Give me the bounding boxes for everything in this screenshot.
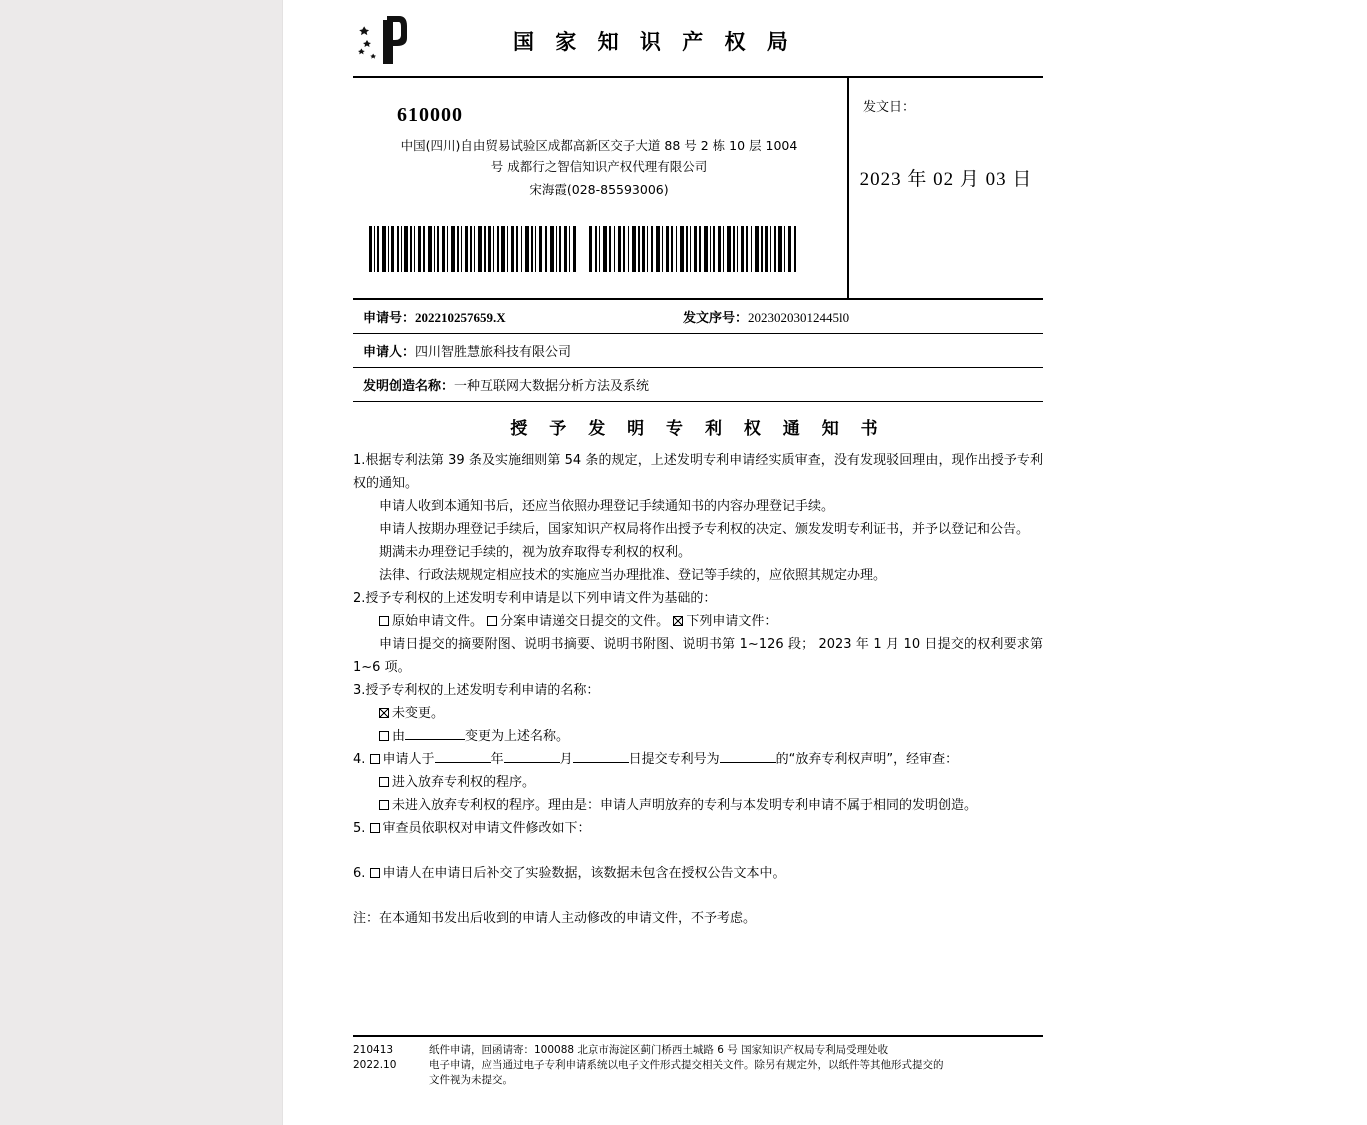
row-application-no	[353, 300, 1043, 334]
item4-text-b: 年	[490, 752, 504, 767]
item4-option-1-label: 进入放弃专利权的程序。	[392, 775, 536, 790]
checkbox-name-unchanged[interactable]	[379, 708, 389, 718]
paragraph-5	[353, 817, 1043, 840]
barcode-area	[361, 226, 831, 272]
document-note: 注：在本通知书发出后收到的申请人主动修改的申请文件，不予考虑。	[353, 911, 757, 926]
row-invention-title	[353, 368, 1043, 402]
invention-label: 发明创造名称：	[363, 379, 455, 394]
item4-text-c: 月	[559, 752, 573, 767]
application-no-label: 申请号：	[363, 311, 416, 326]
item6-number: 6.	[353, 866, 366, 881]
paragraph-1-2: 申请人收到本通知书后，还应当依照办理登记手续通知书的内容办理登记手续。	[379, 499, 835, 514]
item5-number: 5.	[353, 821, 366, 836]
paragraph-1-3: 申请人按期办理登记手续后，国家知识产权局将作出授予专利权的决定、颁发发明专利证书，并予以登记和公告。	[379, 522, 1030, 537]
paragraph-1-5: 法律、行政法规规定相应技术的实施应当办理批准、登记等手续的，应依照其规定办理。	[379, 568, 887, 583]
item4-text-d: 日提交专利号为	[628, 752, 720, 767]
item4-number: 4.	[353, 752, 366, 767]
dispatch-no-value: 20230203012445l0	[748, 310, 850, 325]
item3-option-1	[379, 702, 1043, 725]
item6-label: 申请人在申请日后补交了实验数据，该数据未包含在授权公告文本中。	[382, 866, 786, 881]
item4-option-1	[379, 771, 1043, 794]
item2-options	[379, 610, 1043, 633]
waiver-day-blank[interactable]	[573, 749, 629, 763]
item4-option-2	[379, 794, 1043, 817]
document-footer	[353, 1035, 1043, 1088]
paragraph-6	[353, 862, 1043, 885]
name-change-blank[interactable]	[405, 726, 465, 740]
document-header	[353, 6, 1043, 78]
document-page	[283, 0, 1367, 1125]
item4-option-2-label: 未进入放弃专利权的程序。理由是：申请人声明放弃的专利与本发明专利申请不属于相同的发明创造。	[392, 798, 978, 813]
address-date-block	[353, 78, 1043, 300]
footer-form-code	[353, 1043, 413, 1073]
checkbox-examiner-amendment[interactable]	[370, 823, 380, 833]
item3-option-2	[379, 725, 1043, 748]
document-title: 授 予 发 明 专 利 权 通 知 书	[510, 419, 886, 439]
agency-title: 国 家 知 识 产 权 局	[513, 30, 795, 54]
checkbox-name-changed[interactable]	[379, 731, 389, 741]
footer-text-line-2: 电子申请，应当通过电子专利申请系统以电子文件形式提交相关文件。除另有规定外，以纸件等其他形式提交的	[429, 1059, 944, 1071]
dispatch-no-group	[683, 307, 849, 326]
invention-value: 一种互联网大数据分析方法及系统	[454, 379, 650, 394]
footer-code-line-1: 210413	[353, 1044, 394, 1056]
footer-code-line-2: 2022.10	[353, 1059, 397, 1071]
item2-option-1-label: 原始申请文件。	[392, 614, 484, 629]
paragraph-4	[353, 748, 1043, 771]
address-line-2: 号 成都行之智信知识产权代理有限公司	[490, 159, 708, 174]
paragraph-1: 1.根据专利法第 39 条及实施细则第 54 条的规定，上述发明专利申请经实质审查，没有发现驳回理由，现作出授予专利权的通知。	[353, 453, 1043, 491]
footer-text-line-1: 纸件申请，回函请寄：100088 北京市海淀区蓟门桥西土城路 6 号 国家知识产权局专利局受理处收	[429, 1044, 889, 1056]
waiver-month-blank[interactable]	[504, 749, 560, 763]
item4-text-e: 的“放弃专利权声明”，经审查：	[775, 752, 959, 767]
item3-option-1-label: 未变更。	[392, 706, 445, 721]
checkbox-waiver-statement[interactable]	[370, 754, 380, 764]
checkbox-not-enter-waiver[interactable]	[379, 800, 389, 810]
postcode: 610000	[397, 104, 463, 126]
address-line-1: 中国(四川)自由贸易试验区成都高新区交子大道 88 号 2 栋 10 层 1004	[400, 138, 798, 153]
paragraph-1-4: 期满未办理登记手续的，视为放弃取得专利权的权利。	[379, 545, 692, 560]
item4-text-a: 申请人于	[382, 752, 435, 767]
footer-text	[429, 1043, 1043, 1088]
checkbox-original-docs[interactable]	[379, 616, 389, 626]
item2-detail: 申请日提交的摘要附图、说明书摘要、说明书附图、说明书第 1~126 段； 2023 年 1 月 10 日提交的权利要求第 1~6 项。	[353, 637, 1043, 675]
dispatch-date-label: 发文日：	[863, 100, 916, 115]
barcode-1	[369, 226, 579, 272]
item2-option-2-label: 分案申请递交日提交的文件。	[500, 614, 670, 629]
item2-option-3-label: 下列申请文件：	[686, 614, 778, 629]
contact-person: 宋海霞(028-85593006)	[529, 182, 669, 197]
applicant-label: 申请人：	[363, 345, 416, 360]
paragraph-2: 2.授予专利权的上述发明专利申请是以下列申请文件为基础的：	[353, 591, 717, 606]
footer-text-line-3: 文件视为未提交。	[429, 1074, 513, 1086]
item3-option-2-pre: 由	[392, 729, 406, 744]
document-sheet	[353, 0, 1043, 930]
row-applicant	[353, 334, 1043, 368]
waiver-patentno-blank[interactable]	[720, 749, 776, 763]
applicant-value: 四川智胜慧旅科技有限公司	[415, 345, 572, 360]
paragraph-3: 3.授予专利权的上述发明专利申请的名称：	[353, 683, 600, 698]
dispatch-no-label: 发文序号：	[683, 311, 749, 326]
item3-option-2-post: 变更为上述名称。	[465, 729, 570, 744]
cnipa-logo-icon	[353, 14, 427, 68]
dispatch-date-value: 2023 年 02 月 03 日	[859, 169, 1033, 190]
application-no-value: 202210257659.X	[415, 310, 506, 325]
address-block	[353, 78, 845, 200]
barcode-2	[589, 226, 799, 272]
checkbox-following-docs[interactable]	[673, 616, 683, 626]
waiver-year-blank[interactable]	[435, 749, 491, 763]
dispatch-date-box	[847, 78, 1043, 298]
checkbox-divisional-docs[interactable]	[487, 616, 497, 626]
checkbox-supplementary-data[interactable]	[370, 868, 380, 878]
item5-label: 审查员依职权对申请文件修改如下：	[382, 821, 591, 836]
checkbox-enter-waiver[interactable]	[379, 777, 389, 787]
